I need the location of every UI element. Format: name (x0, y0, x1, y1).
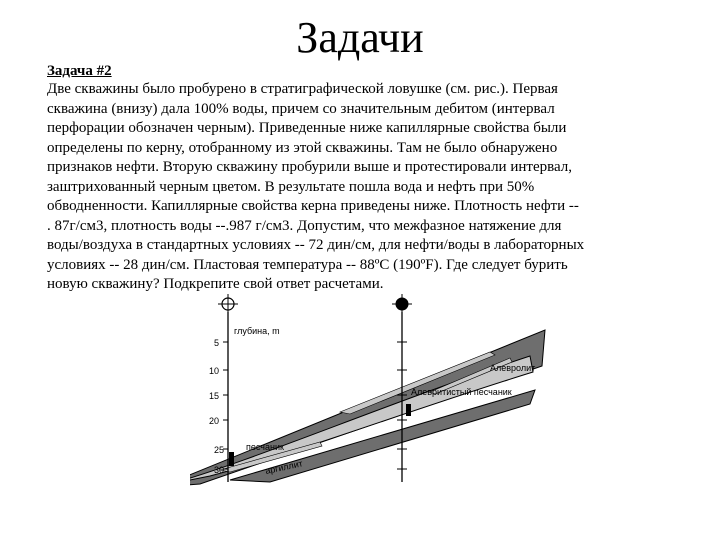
depth-tick-label: 25 (214, 445, 225, 455)
task-text-line: . 87г/см3, плотность воды --.987 г/см3. Допустим, что межфазное натяжение для (47, 217, 562, 234)
cross-section-svg (190, 292, 550, 532)
task-text-line: условиях -- 28 дин/см. Пластовая температура -- 88ºC (190ºF). Где следует бурить (47, 256, 568, 273)
task-text-line: обводненности. Капиллярные свойства керна приведены ниже. Плотность нефти -- (47, 198, 579, 214)
siltstone-label: Алевролит (490, 363, 536, 373)
task-text-line: перфорации обозначен черным). Приведенные ниже капиллярные свойства были (47, 120, 567, 136)
task-text-line: заштрихованный черным цветом. В результате пошла вода и нефть при 50% (47, 178, 535, 195)
well-symbol-icon (218, 294, 238, 314)
cross-section-figure (190, 292, 550, 532)
task-text-line: новую скважину? Подкрепите свой ответ расчетами. (47, 276, 384, 292)
well-symbol-icon (392, 294, 412, 314)
silty-sandstone-label: Алевритистый песчаник (411, 387, 512, 397)
mudstone-label: аргиллит (264, 458, 304, 476)
task-text-line: определены по керну, отобранному из этой скважины. Там не было обнаружено (47, 139, 558, 156)
depth-tick-label: 15 (209, 391, 220, 401)
perforation-interval-well-2 (406, 404, 411, 416)
depth-axis-label: глубина, m (234, 326, 280, 336)
task-text-line: воды/воздуха в стандартных условиях -- 72 дин/см, для нефти/воды в лабораторных (47, 237, 585, 253)
task-text-line: Две скважины было пробурено в стратиграфической ловушке (см. рис.). Первая (47, 81, 558, 97)
task-text-line: скважина (внизу) дала 100% воды, причем со значительным дебитом (интервал (47, 100, 555, 117)
task-heading: Задача #2 (47, 63, 112, 79)
depth-tick-label: 30 (214, 465, 225, 475)
perforation-interval-well-1 (229, 452, 234, 466)
depth-tick-label: 20 (209, 416, 220, 426)
depth-tick-label: 10 (209, 366, 220, 376)
task-text-line: признаков нефти. Вторую скважину пробурили выше и протестировали интервал, (47, 159, 573, 175)
sandstone-label: песчаник (246, 442, 284, 452)
task-text (47, 80, 647, 295)
depth-tick-label: 5 (214, 338, 220, 348)
slide-title: Задачи (296, 13, 424, 62)
